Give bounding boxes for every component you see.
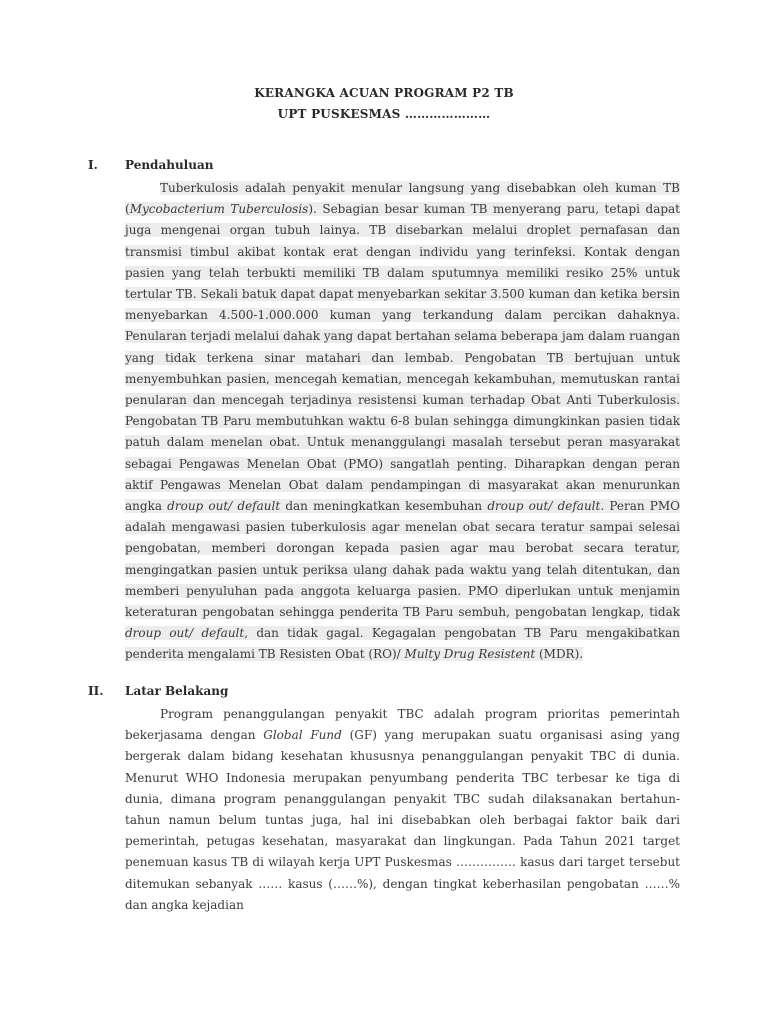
text-run: Tuberkulosis adalah penyakit menular langsung yang disebabkan oleh kuman TB ( (125, 181, 680, 217)
text-run: , dan tidak gagal. Kegagalan pengobatan TB Paru mengakibatkan penderita mengalami TB Resisten Obat (RO)/ (125, 626, 680, 662)
italic-text-run: Mycobacterium Tuberculosis (129, 202, 309, 217)
text-run: dan meningkatkan kesembuhan (280, 499, 488, 514)
italic-text-run: droup out/ default (167, 499, 281, 514)
italic-text-run: droup out/ default (125, 626, 245, 641)
document-title: KERANGKA ACUAN PROGRAM P2 TB (254, 86, 514, 100)
paragraph-runs (125, 181, 680, 661)
text-run: (GF) yang merupakan suatu organisasi asing yang bergerak dalam bidang kesehatan khususnya penanggulangan penyakit TBC di dunia. Menurut WHO Indonesia merupakan penyumbang penderita TBC terbesar ke tiga di dunia, dimana program penanggulangan penyakit TBC sudah dilaksanakan bertahun-tahun namun belum tuntas juga, hal ini disebabkan oleh berbagai faktor baik dari pemerintah, petugas kesehatan, masyarakat dan lingkungan. Pada Tahun 2021 target penemuan kasus TB di wilayah kerja UPT Puskesmas …………… kasus dari target tersebut ditemukan sebanyak …… kasus (……%), dengan tingkat keberhasilan pengobatan ……% dan angka kejadian (125, 728, 680, 912)
section-heading-pendahuluan (88, 158, 213, 172)
text-run: (MDR). (535, 647, 584, 662)
section-title: Latar Belakang (125, 684, 229, 698)
section-heading-latar-belakang (88, 684, 228, 698)
section-number: I. (88, 158, 98, 172)
document-subtitle: UPT PUSKESMAS ………………… (277, 107, 491, 121)
italic-text-run: Global Fund (263, 728, 342, 743)
paragraph-latar-belakang (125, 704, 680, 916)
section-title: Pendahuluan (125, 158, 214, 172)
italic-text-run: Multy Drug Resistent (404, 647, 536, 662)
paragraph-runs (125, 707, 680, 912)
text-run: ). Sebagian besar kuman TB menyerang paru, tetapi dapat juga mengenai organ tubuh lainya. TB disebarkan melalui droplet pernafasan dan transmisi timbul akibat kontak erat dengan individu yang terinfeksi. Kontak dengan pasien yang telah terbukti memiliki TB dalam sputumnya memiliki resiko 25% untuk tertular TB. Sekali batuk dapat dapat menyebarkan sekitar 3.500 kuman dan ketika bersin menyebarkan 4.500-1.000.000 kuman yang terkandung dalam percikan dahaknya. Penularan terjadi melalui dahak yang dapat bertahan selama beberapa jam dalam ruangan yang tidak terkena sinar matahari dan lembab. Pengobatan TB bertujuan untuk menyembuhkan pasien, mencegah kematian, mencegah kekambuhan, memutuskan rantai penularan dan mencegah terjadinya resistensi kuman terhadap Obat Anti Tuberkulosis. Pengobatan TB Paru membutuhkan waktu 6-8 bulan sehingga dimungkinkan pasien tidak patuh dalam menelan obat. Untuk menanggulangi masalah tersebut peran masyarakat sebagai Pengawas Menelan Obat (PMO) sangatlah penting. Diharapkan dengan peran aktif Pengawas Menelan Obat dalam pendampingan di masyarakat akan menurunkan angka (125, 202, 681, 514)
text-run: Program penanggulangan penyakit TBC adalah program prioritas pemerintah bekerjasama dengan (125, 707, 680, 743)
paragraph-pendahuluan (125, 178, 680, 666)
section-number: II. (88, 684, 104, 698)
text-run: . Peran PMO adalah mengawasi pasien tuberkulosis agar menelan obat secara teratur sampai selesai pengobatan, memberi dorongan kepada pasien agar mau berobat secara teratur, mengingatkan pasien untuk periksa ulang dahak pada waktu yang telah ditentukan, dan memberi penyuluhan pada anggota keluarga pasien. PMO diperlukan untuk menjamin keteraturan pengobatan sehingga penderita TB Paru sembuh, pengobatan lengkap, tidak (125, 499, 680, 620)
italic-text-run: droup out/ default (487, 499, 601, 514)
